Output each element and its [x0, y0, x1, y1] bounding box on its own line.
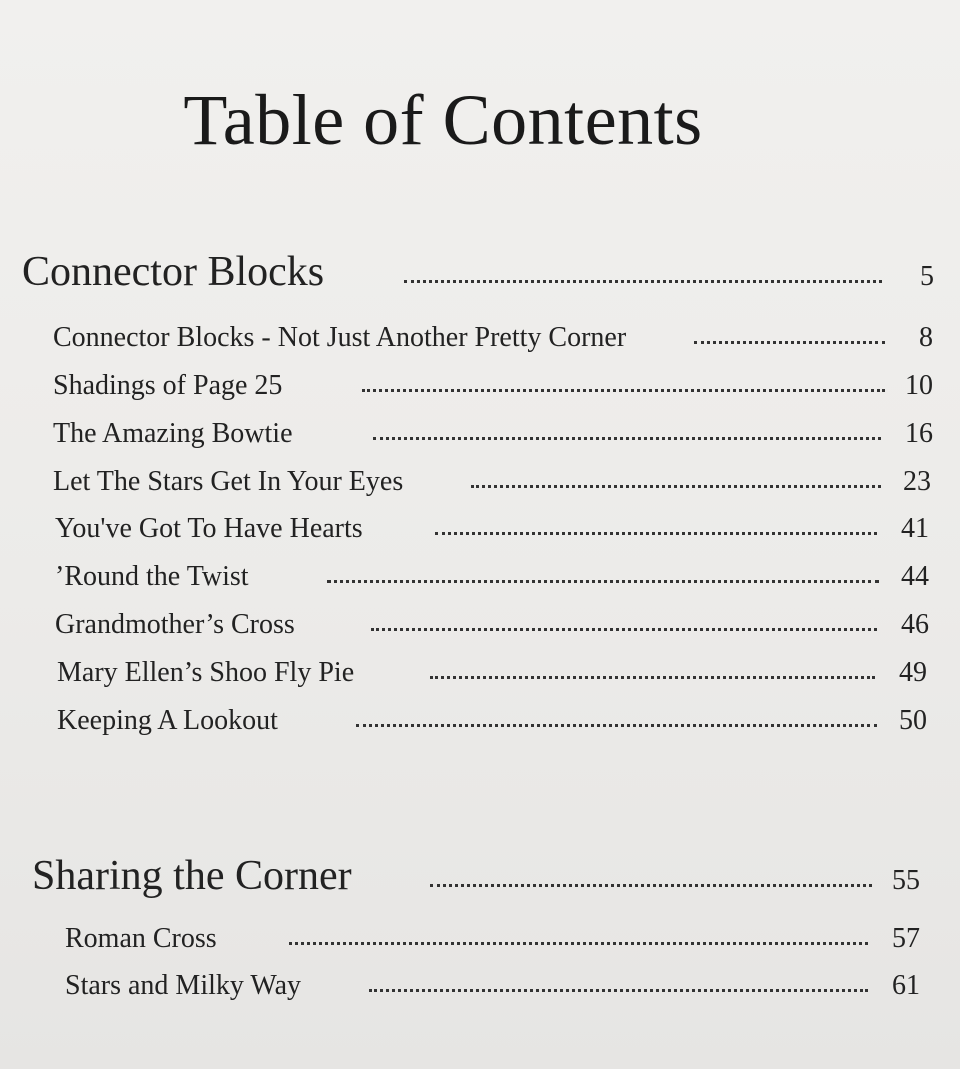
toc-entry	[65, 970, 920, 1002]
section-title: Sharing the Corner	[32, 853, 352, 899]
toc-entry	[55, 561, 929, 593]
page-title: Table of Contents	[183, 80, 703, 161]
page-number: 5	[920, 261, 934, 292]
section-sharing-the-corner	[32, 852, 920, 900]
section-connector-blocks	[22, 248, 934, 296]
page-number: 50	[899, 705, 927, 736]
dot-leader	[371, 628, 877, 631]
page-number: 10	[905, 370, 933, 401]
entry-title: Connector Blocks - Not Just Another Pretty Corner	[53, 322, 627, 353]
entry-title: The Amazing Bowtie	[53, 418, 293, 449]
entry-title: Roman Cross	[65, 923, 217, 954]
page-number: 57	[892, 923, 920, 954]
entry-title: ’Round the Twist	[55, 561, 249, 592]
dot-leader	[694, 341, 885, 344]
page-number: 41	[901, 513, 929, 544]
dot-leader	[430, 676, 875, 679]
page-number: 55	[892, 865, 920, 896]
page-number: 44	[901, 561, 929, 592]
entry-title: Let The Stars Get In Your Eyes	[53, 466, 404, 497]
page-number: 46	[901, 609, 929, 640]
dot-leader	[373, 437, 881, 440]
dot-leader	[430, 884, 872, 887]
dot-leader	[362, 389, 885, 392]
dot-leader	[369, 989, 868, 992]
entry-title: Shadings of Page 25	[53, 370, 283, 401]
dot-leader	[356, 724, 877, 727]
entry-title: Stars and Milky Way	[65, 970, 301, 1001]
page-number: 49	[899, 657, 927, 688]
page-number: 61	[892, 970, 920, 1001]
section-title: Connector Blocks	[22, 249, 325, 295]
toc-entry	[57, 705, 927, 737]
dot-leader	[435, 532, 877, 535]
entry-title: Mary Ellen’s Shoo Fly Pie	[57, 657, 355, 688]
toc-entry	[53, 322, 933, 354]
entry-title: You've Got To Have Hearts	[55, 513, 363, 544]
dot-leader	[289, 942, 868, 945]
toc-entry	[55, 513, 929, 545]
dot-leader	[404, 280, 882, 283]
toc-entry	[65, 923, 920, 955]
dot-leader	[327, 580, 879, 583]
page-number: 8	[919, 322, 933, 353]
page-number: 16	[905, 418, 933, 449]
entry-title: Keeping A Lookout	[57, 705, 278, 736]
toc-entry	[53, 370, 933, 402]
toc-entry	[55, 609, 929, 641]
page-number: 23	[903, 466, 931, 497]
entry-title: Grandmother’s Cross	[55, 609, 295, 640]
toc-entry	[53, 418, 933, 450]
toc-entry	[53, 466, 931, 498]
toc-entry	[57, 657, 927, 689]
dot-leader	[471, 485, 881, 488]
